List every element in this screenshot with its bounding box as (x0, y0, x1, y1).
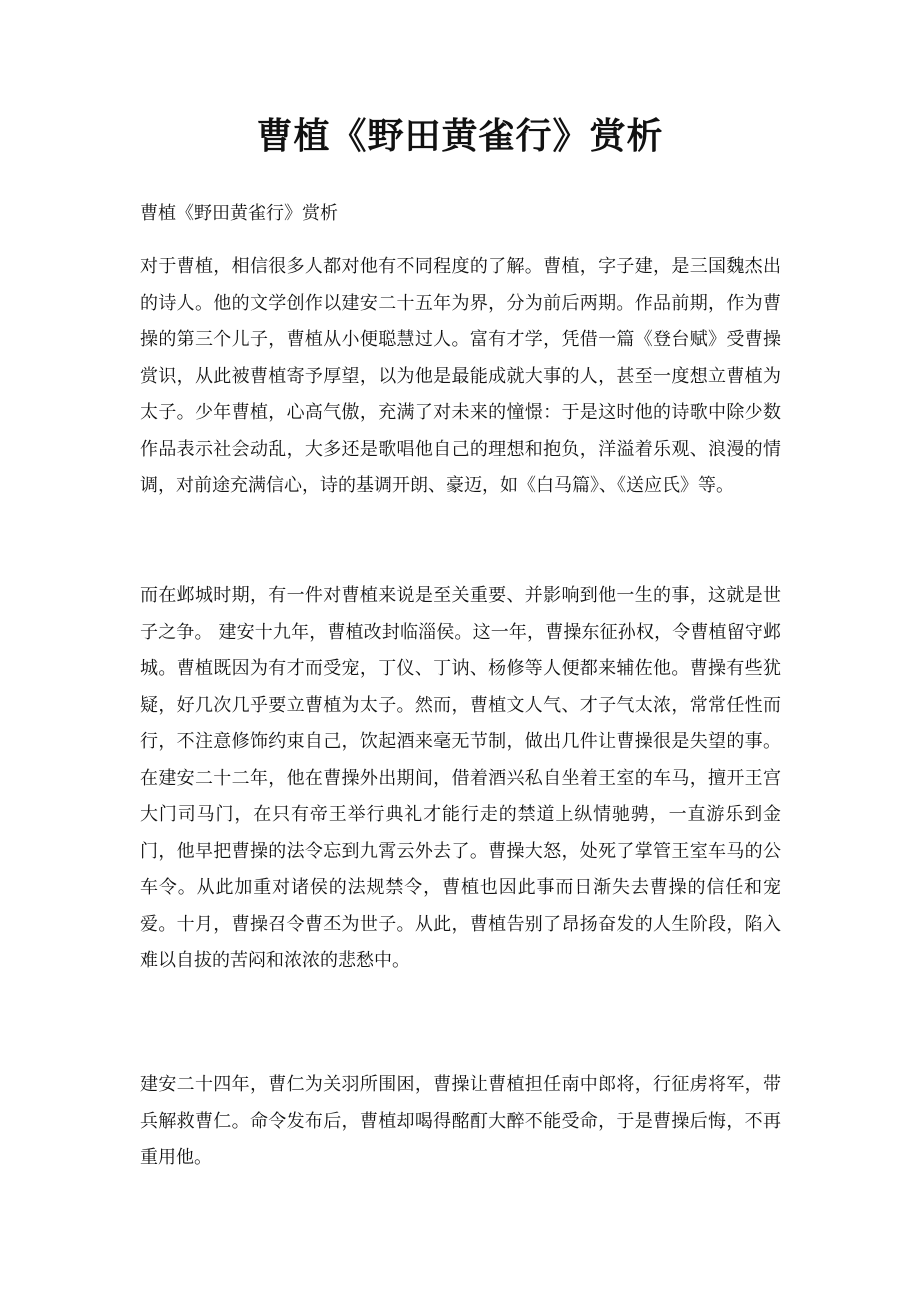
paragraph-decline: 建安二十四年，曹仁为关羽所围困，曹操让曹植担任南中郎将，行征虏将军，带兵解救曹仁。命令发布后，曹植却喝得酩酊大醉不能受命，于是曹操后悔，不再重用他。 (140, 1074, 781, 1168)
document-title: 曹植《野田黄雀行》赏析 (256, 115, 664, 157)
paragraph-intro: 对于曹植，相信很多人都对他有不同程度的了解。曹植，字子建，是三国魏杰出的诗人。他的文学创作以建安二十五年为界，分为前后两期。作品前期，作为曹操的第三个儿子，曹植从小便聪慧过人。富有才学，凭借一篇《登台赋》受曹操赏识，从此被曹植寄予厚望，以为他是最能成就大事的人，甚至一度想立曹植为太子。少年曹植，心高气傲，充满了对未来的憧憬：于是这时他的诗歌中除少数作品表示社会动乱，大多还是歌唱他自己的理想和抱负，洋溢着乐观、浪漫的情调，对前途充满信心，诗的基调开朗、豪迈，如《白马篇》、《送应氏》等。 (140, 256, 781, 496)
paragraph-succession: 而在邺城时期，有一件对曹植来说是至关重要、并影响到他一生的事，这就是世子之争。 建安十九年，曹植改封临淄侯。这一年，曹操东征孙权，令曹植留守邺城。曹植既因为有才而受宠，丁仪、丁讷、杨修等人便都来辅佐他。曹操有些犹疑，好几次几乎要立曹植为太子。然而，曹植文人气、才子气太浓，常常任性而行，不注意修饰约束自己，饮起酒来毫无节制，做出几件让曹操很是失望的事。在建安二十二年，他在曹操外出期间，借着酒兴私自坐着王室的车马，擅开王宫大门司马门，在只有帝王举行典礼才能行走的禁道上纵情驰骋，一直游乐到金门，他早把曹操的法令忘到九霄云外去了。曹操大怒，处死了掌管王室车马的公车令。从此加重对诸侯的法规禁令，曹植也因此事而日渐失去曹操的信任和宠爱。十月，曹操召令曹丕为世子。从此，曹植告别了昂扬奋发的人生阶段，陷入难以自拔的苦闷和浓浓的悲愁中。 (140, 585, 781, 971)
document-subtitle: 曹植《野田黄雀行》赏析 (140, 203, 338, 224)
